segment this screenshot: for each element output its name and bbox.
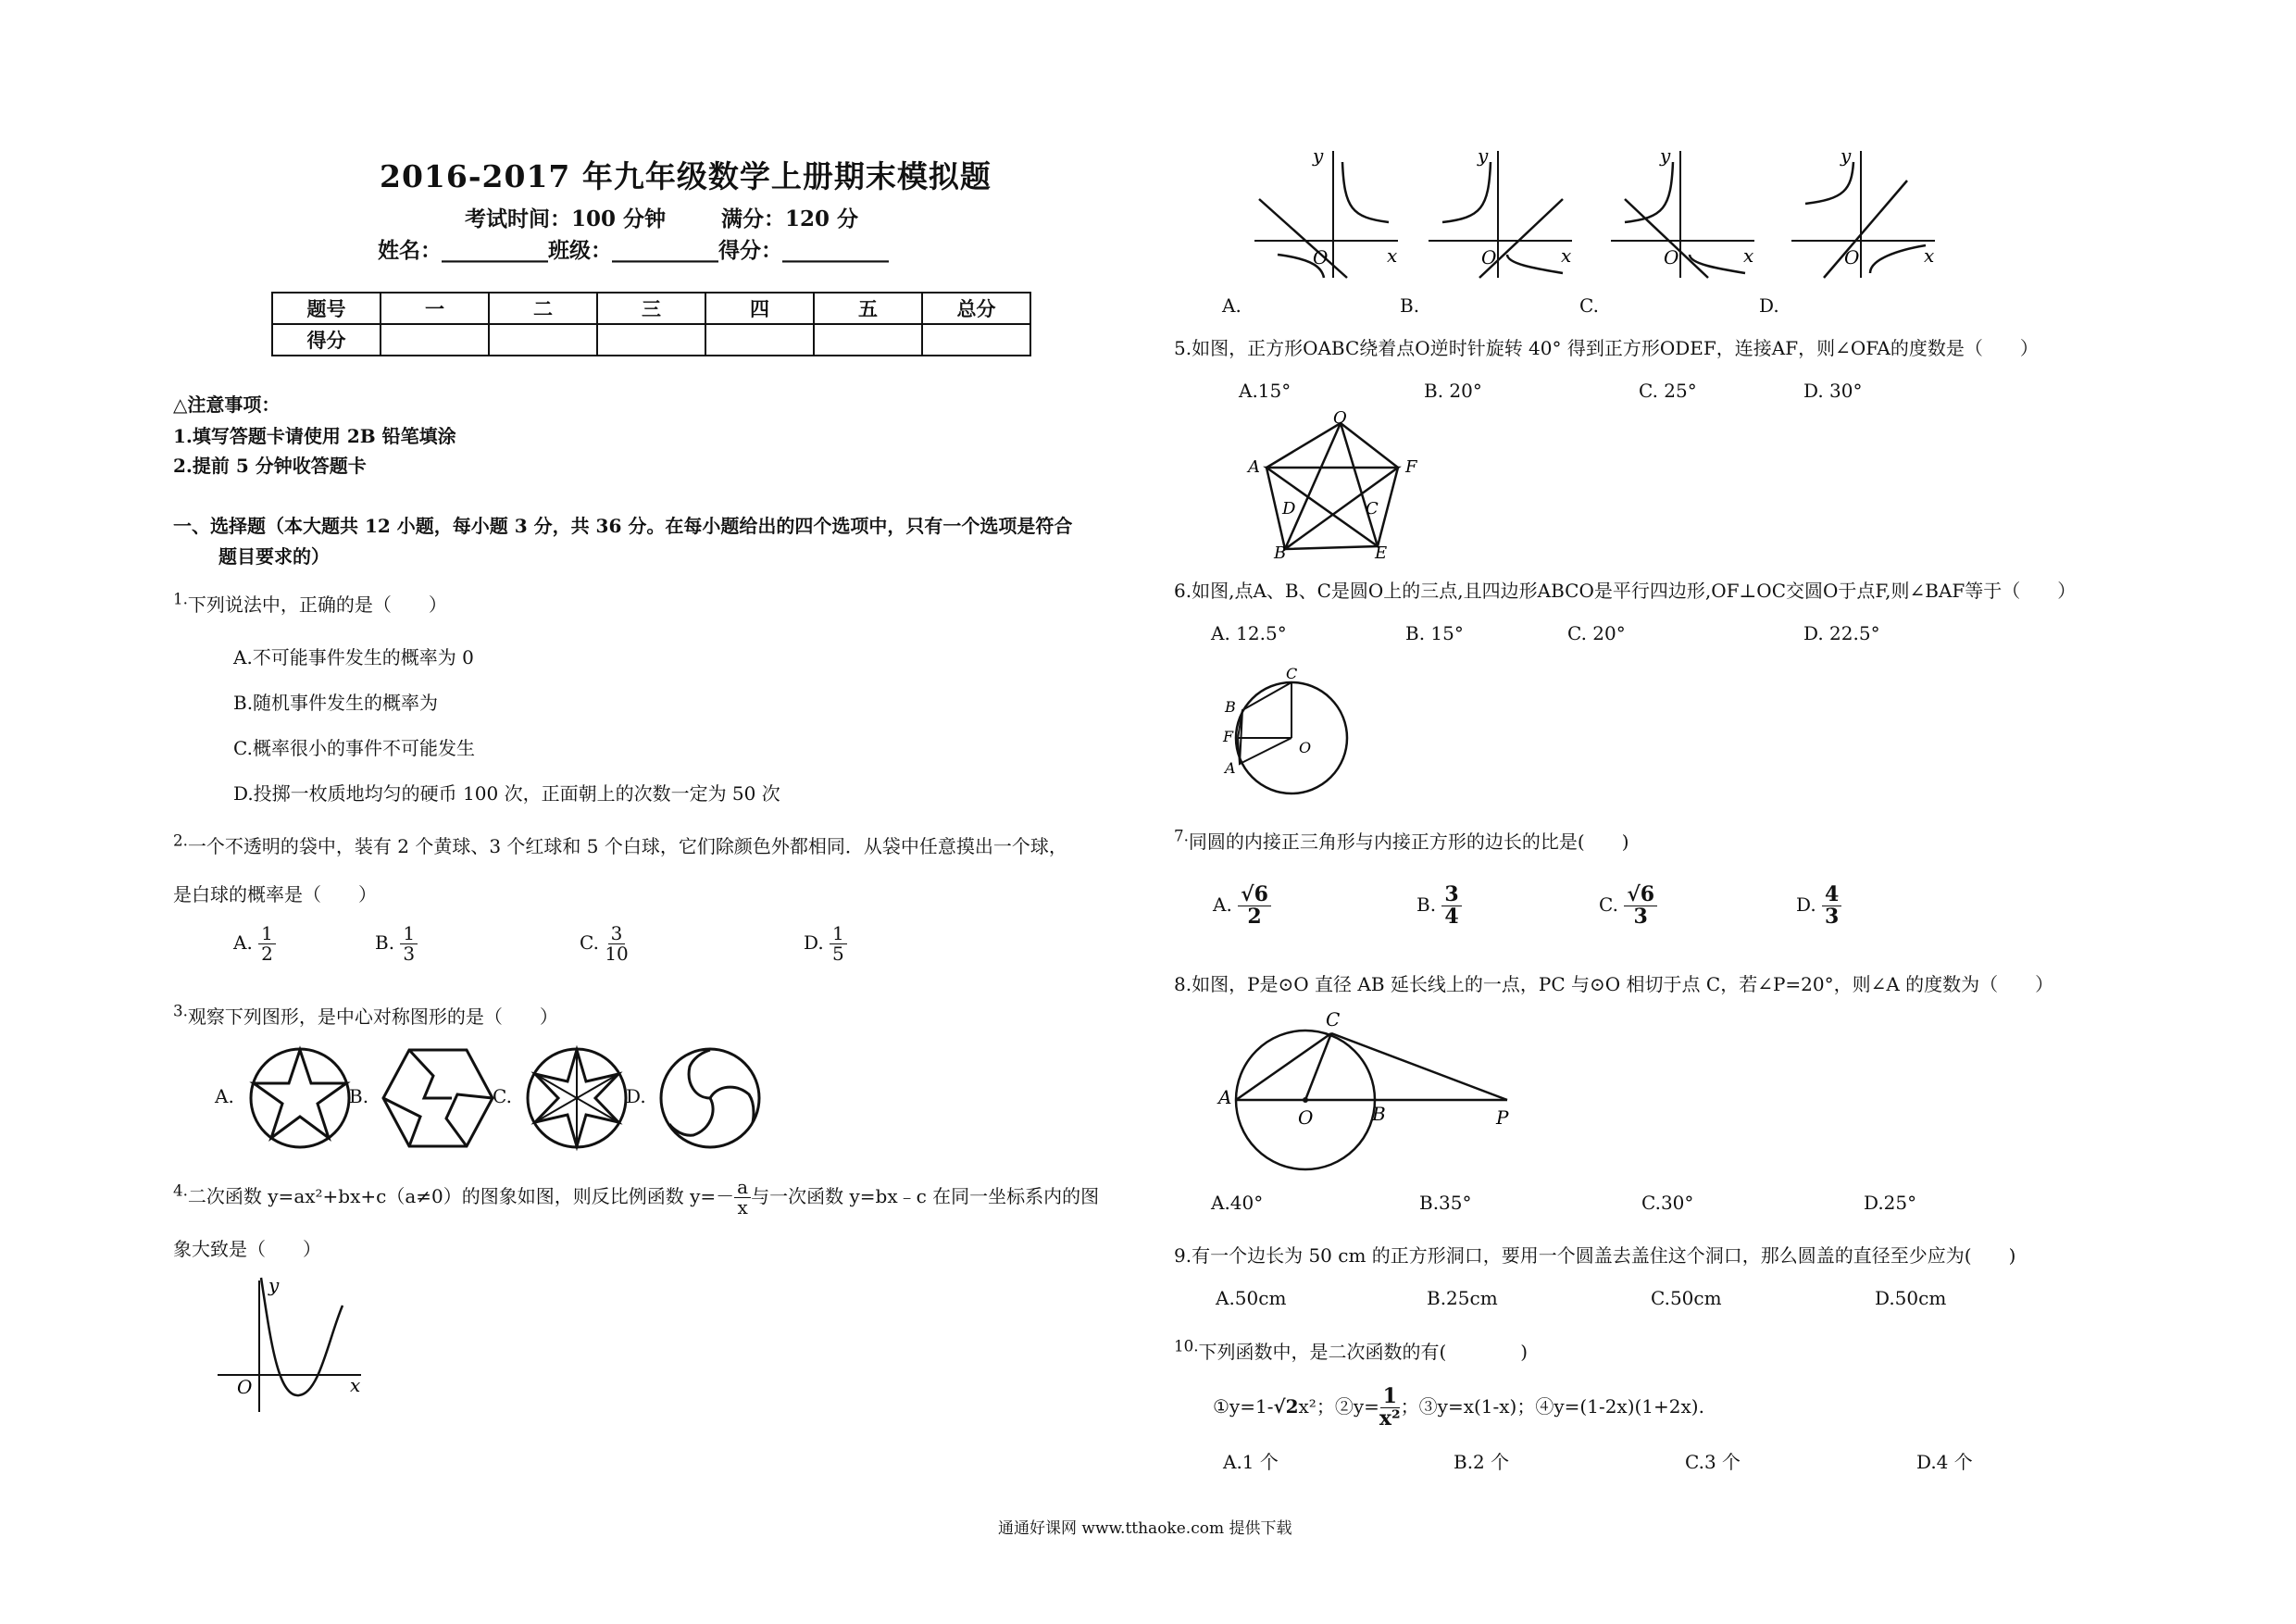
q3-figure-b-hexagon[interactable] [381,1046,494,1150]
score-header-cell: 三 [597,293,705,324]
question-2-cont: 是白球的概率是（ ） [173,883,377,906]
point-label: C [1326,1008,1341,1031]
fraction-denominator: 3 [403,943,416,965]
option-label: D. [804,931,824,954]
question-stem: 如图，P是⊙O 直径 AB 延长线上的一点，PC 与⊙O 相切于点 C，若∠P=20°，则∠A 的度数为（ ） [1192,973,2054,995]
question-10 [1174,1337,1528,1364]
axis-y-label: y [268,1274,280,1296]
fraction [830,924,847,964]
fraction-numerator: √6 [1624,884,1657,906]
svg-text:O: O [1313,246,1329,269]
origin-label: O [237,1376,253,1398]
q6-option-b[interactable]: B. 15° [1405,622,1464,644]
question-5 [1174,333,2039,360]
notice-item: 1.填写答题卡请使用 2B 铅笔填涂 [173,425,456,447]
score-cell[interactable] [489,324,597,356]
question-stem: 如图，正方形OABC绕着点O逆时针旋转 40° 得到正方形ODEF，连接AF，则∠OFA的度数是（ ） [1192,337,2039,359]
q1-option-c[interactable]: C.概率很小的事件不可能发生 [233,737,475,759]
function-text: x²；②y= [1298,1395,1379,1418]
q3-figure-c-flower[interactable] [525,1046,629,1150]
notice-title: △注意事项： [173,394,281,416]
option-label: B. [1416,893,1437,917]
q4-option-b-label: B. [1400,294,1420,317]
function-text: ；③y=x(1-x)；④y=(1-2x)(1+2x). [1400,1395,1704,1418]
point-label: O [1333,408,1347,428]
point-label: B [1274,543,1287,563]
q7-option-c[interactable] [1599,884,1657,928]
fraction-denominator: 4 [1444,905,1459,930]
option-label: A. [1213,893,1232,917]
q8-option-a[interactable]: A.40° [1211,1192,1264,1214]
svg-text:x: x [1924,244,1935,267]
point-label: C [1366,499,1379,518]
q8-option-c[interactable]: C.30° [1641,1192,1694,1214]
fraction-denominator: 3 [1825,905,1840,930]
q6-figure-circle [1217,653,1366,801]
q7-option-b[interactable] [1416,884,1462,928]
score-header-cell: 五 [814,293,922,324]
svg-text:x: x [1387,244,1398,267]
question-number: 9. [1174,1244,1192,1267]
svg-text:O: O [1481,246,1497,269]
q10-functions [1213,1386,1704,1430]
fraction-denominator: 5 [832,943,844,965]
q10-option-b[interactable]: B.2 个 [1454,1451,1510,1473]
fraction [734,1178,751,1218]
point-label: D [1282,499,1296,518]
score-header-cell: 二 [489,293,597,324]
question-stem: 一个不透明的袋中，装有 2 个黄球、3 个红球和 5 个白球，它们除颜色外都相同．从袋中任意摸出一个球， [187,835,1067,857]
q3-label-d: D. [626,1085,646,1107]
question-2 [173,831,1067,858]
function-text: ①y=1- [1213,1395,1274,1418]
svg-text:y: y [1313,144,1324,167]
q4-option-d-label: D. [1759,294,1779,317]
svg-text:y: y [1660,144,1671,167]
q2-option-d[interactable] [804,924,847,964]
q4-parabola-graph [213,1273,370,1417]
fraction [258,924,276,964]
question-stem: 同圆的内接正三角形与内接正方形的边长的比是( ) [1188,831,1629,853]
page-title: 2016-2017 年九年级数学上册期末模拟题 [380,158,992,194]
q4-option-c-label: C. [1579,294,1599,317]
q10-option-a[interactable]: A.1 个 [1223,1451,1279,1473]
question-number: 7. [1174,827,1189,845]
q3-figure-d-swirl[interactable] [658,1046,762,1150]
exam-info [465,202,914,232]
svg-text:y: y [1841,144,1852,167]
point-label: A [1218,1086,1232,1108]
question-number: 8. [1174,973,1192,995]
question-number: 4. [173,1181,188,1200]
question-number: 2. [173,831,188,850]
question-number: 5. [1174,337,1192,359]
svg-text:x: x [1561,244,1572,267]
option-label: C. [1599,893,1618,917]
fraction-denominator: 3 [1633,905,1648,930]
score-cell[interactable] [597,324,705,356]
fraction [400,924,418,964]
q6-option-a[interactable]: A. 12.5° [1211,622,1287,644]
radical: √2 [1273,1395,1299,1418]
fraction-denominator: 2 [1247,905,1262,930]
score-cell[interactable] [381,324,489,356]
q2-option-a[interactable] [233,924,276,964]
fraction-numerator: 1 [1380,1386,1400,1408]
score-header-cell: 一 [381,293,489,324]
score-row-label: 得分 [272,324,381,356]
axis-x-label: x [350,1374,361,1396]
question-number: 6. [1174,580,1192,602]
svg-text:O: O [1664,246,1679,269]
point-label: A [1225,759,1236,777]
question-1 [173,590,447,617]
option-label: C. [580,931,599,954]
question-3 [173,1002,558,1029]
point-label: O [1298,1106,1314,1129]
fraction [1238,884,1271,928]
question-stem: 有一个边长为 50 cm 的正方形洞口，要用一个圆盖去盖住这个洞口，那么圆盖的直径至少应为( ) [1192,1244,2016,1267]
fraction-numerator: a [734,1178,751,1198]
score-header-cell: 四 [705,293,814,324]
fraction-denominator: 10 [605,943,629,965]
question-stem: 与一次函数 y=bx﹣c 在同一坐标系内的图 [751,1185,1100,1207]
option-label: B. [375,931,395,954]
svg-text:x: x [1743,244,1754,267]
fraction-numerator: 1 [830,924,847,944]
option-label: A. [233,931,253,954]
question-7 [1174,827,1629,854]
q4-option-a-graph[interactable] [1250,144,1407,282]
point-label: E [1375,543,1388,563]
fraction [1822,884,1841,928]
point-label: F [1223,728,1234,745]
point-label: B [1372,1103,1386,1125]
score-table-score-row [272,324,1030,356]
question-stem: 下列函数中，是二次函数的有( ) [1198,1341,1529,1363]
q8-option-b[interactable]: B.35° [1419,1192,1472,1214]
fraction-denominator: 2 [261,943,273,965]
student-info-row: 姓名：__________班级：__________得分：__________ [378,238,889,263]
section-heading-cont: 题目要求的） [218,545,330,568]
question-4-cont: 象大致是（ ） [173,1238,321,1260]
question-number: 10. [1174,1337,1199,1355]
q8-figure-tangent [1213,1007,1518,1174]
fraction [1379,1386,1401,1430]
q5-option-d[interactable]: D. 30° [1803,380,1863,402]
question-4 [173,1178,1099,1218]
q9-option-a[interactable]: A.50cm [1216,1287,1287,1309]
score-table [271,292,1031,356]
exam-time: 考试时间：100 分钟 [465,206,667,231]
question-stem: 下列说法中，正确的是（ ） [187,593,447,616]
question-number: 1. [173,590,188,608]
q6-option-c[interactable]: C. 20° [1567,622,1626,644]
option-label: D. [1796,893,1816,917]
fraction [1441,884,1461,928]
q9-option-d[interactable]: D.50cm [1875,1287,1947,1309]
q1-option-d[interactable]: D.投掷一枚质地均匀的硬币 100 次，正面朝上的次数一定为 50 次 [233,782,780,805]
q5-figure-squares [1241,408,1444,563]
fraction-numerator: 1 [400,924,418,944]
question-9 [1174,1241,2015,1268]
exam-full-score: 满分：120 分 [721,206,859,231]
fraction [1624,884,1657,928]
fraction-numerator: √6 [1238,884,1271,906]
score-header-cell: 总分 [922,293,1030,324]
q7-option-d[interactable] [1796,884,1841,928]
q3-label-a: A. [215,1085,234,1107]
q5-option-a[interactable]: A.15° [1239,380,1292,402]
question-stem: 二次函数 y=ax²+bx+c（a≠0）的图象如图，则反比例函数 y=－ [187,1185,735,1207]
fraction-denominator: x [737,1196,748,1218]
q2-option-b[interactable] [375,924,418,964]
fraction-denominator: x² [1379,1406,1401,1431]
score-cell[interactable] [922,324,1030,356]
q4-option-d-graph[interactable] [1787,144,1944,282]
q5-option-b[interactable]: B. 20° [1424,380,1482,402]
question-stem: 如图,点A、B、C是圆O上的三点,且四边形ABCO是平行四边形,OF⊥OC交圆O于点F,则∠BAF等于（ ） [1192,580,2077,602]
notice-item: 2.提前 5 分钟收答题卡 [173,455,367,477]
q6-option-d[interactable]: D. 22.5° [1803,622,1880,644]
point-label: P [1496,1106,1509,1129]
svg-text:y: y [1478,144,1489,167]
q9-option-c[interactable]: C.50cm [1651,1287,1722,1309]
score-table-header-row [272,293,1030,324]
question-stem: 观察下列图形，是中心对称图形的是（ ） [187,1006,558,1028]
q4-option-a-label: A. [1222,294,1242,317]
q8-option-d[interactable]: D.25° [1864,1192,1917,1214]
score-cell[interactable] [814,324,922,356]
score-header-cell: 题号 [272,293,381,324]
q7-option-a[interactable] [1213,884,1271,928]
q2-option-c[interactable] [580,924,629,964]
question-6 [1174,576,2076,603]
q1-option-b[interactable]: B.随机事件发生的概率为 [233,692,439,714]
q3-figure-a-star[interactable] [248,1046,352,1150]
score-cell[interactable] [705,324,814,356]
fraction-numerator: 3 [608,924,626,944]
point-label: C [1286,665,1298,682]
q3-label-b: B. [349,1085,369,1107]
q4-option-b-graph[interactable] [1424,144,1581,282]
fraction-numerator: 4 [1822,884,1841,906]
footer-credit: 通通好课网 www.tthaoke.com 提供下载 [998,1519,1292,1538]
q9-option-b[interactable]: B.25cm [1427,1287,1498,1309]
fraction-numerator: 3 [1441,884,1461,906]
point-label: F [1405,457,1417,477]
point-label: B [1225,698,1236,716]
question-number: 3. [173,1002,188,1020]
q1-option-a[interactable]: A.不可能事件发生的概率为 0 [233,646,474,668]
section-heading: 一、选择题（本大题共 12 小题，每小题 3 分，共 36 分。在每小题给出的四个选项中，只有一个选项是符合 [173,515,1073,537]
question-8 [1174,969,2053,996]
point-label: O [1299,739,1312,756]
q10-option-d[interactable]: D.4 个 [1916,1451,1973,1473]
svg-text:O: O [1844,246,1860,269]
point-label: A [1248,457,1260,477]
fraction [605,924,628,964]
q5-option-c[interactable]: C. 25° [1639,380,1697,402]
q4-option-c-graph[interactable] [1606,144,1764,282]
fraction-numerator: 1 [258,924,276,944]
q3-label-c: C. [493,1085,512,1107]
q10-option-c[interactable]: C.3 个 [1685,1451,1741,1473]
